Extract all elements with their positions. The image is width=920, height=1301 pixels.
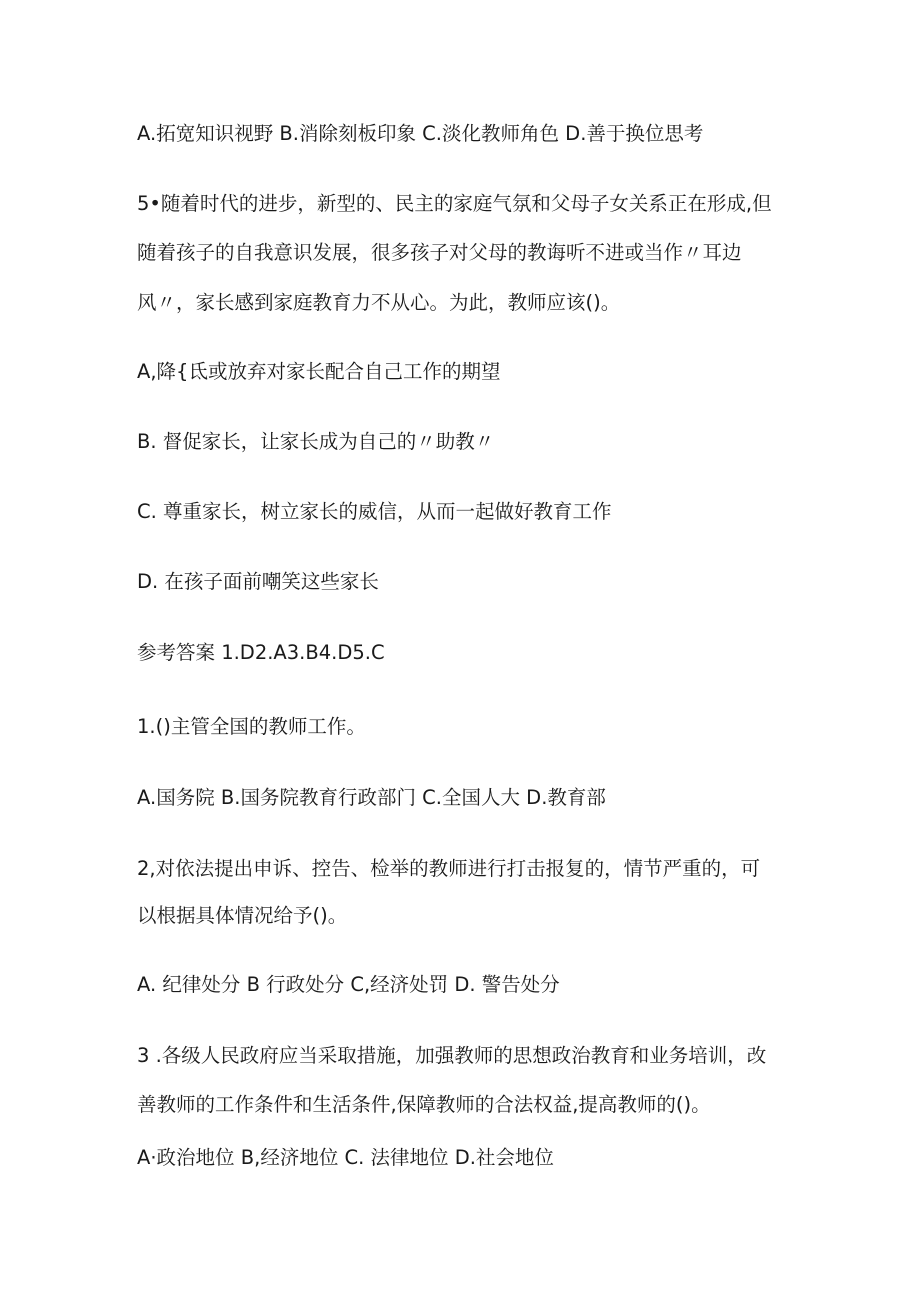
q5-stem-line-2: 随着孩子的自我意识发展，很多孩子对父母的教诲听不进或当作〃耳边: [137, 241, 742, 264]
q1-stem: 1.()主管全国的教师工作。: [137, 715, 366, 738]
q5-stem-line-3: 风〃，家长感到家庭教育力不从心。为此，教师应该()。: [137, 291, 621, 314]
q2-options: A. 纪律处分 B 行政处分 C,经济处罚 D. 警告处分: [137, 973, 560, 996]
q2-stem-line-2: 以根据具体情况给予()。: [137, 904, 348, 927]
q5-option-d: D. 在孩子面前嘲笑这些家长: [137, 570, 379, 593]
answer-key: 参考答案 1.D2.A3.B4.D5.C: [137, 641, 385, 664]
q5-option-c: C. 尊重家长，树立家长的威信，从而一起做好教育工作: [137, 500, 612, 523]
q5-option-b: B. 督促家长，让家长成为自己的〃助教〃: [137, 430, 495, 453]
q1-options: A.国务院 B.国务院教育行政部门 C.全国人大 D.教育部: [137, 786, 606, 809]
q3-stem-line-2: 善教师的工作条件和生活条件,保障教师的合法权益,提高教师的()。: [137, 1093, 711, 1116]
q5-option-a: A,降{氐或放弃对家长配合自己工作的期望: [137, 360, 501, 383]
q3-options: A·政治地位 B,经济地位 C. 法律地位 D.社会地位: [137, 1146, 554, 1169]
q5-stem-line-1: 5•随着时代的进步，新型的、民主的家庭气氛和父母子女关系正在形成,但: [137, 192, 772, 215]
q2-stem-line-1: 2,对依法提出申诉、控告、检举的教师进行打击报复的，情节严重的，可: [137, 857, 761, 880]
q3-stem-line-1: 3 .各级人民政府应当采取措施，加强教师的思想政治教育和业务培训，改: [137, 1044, 767, 1067]
q4-options: A.拓宽知识视野 B.消除刻板印象 C.淡化教师角色 D.善于换位思考: [137, 122, 704, 145]
